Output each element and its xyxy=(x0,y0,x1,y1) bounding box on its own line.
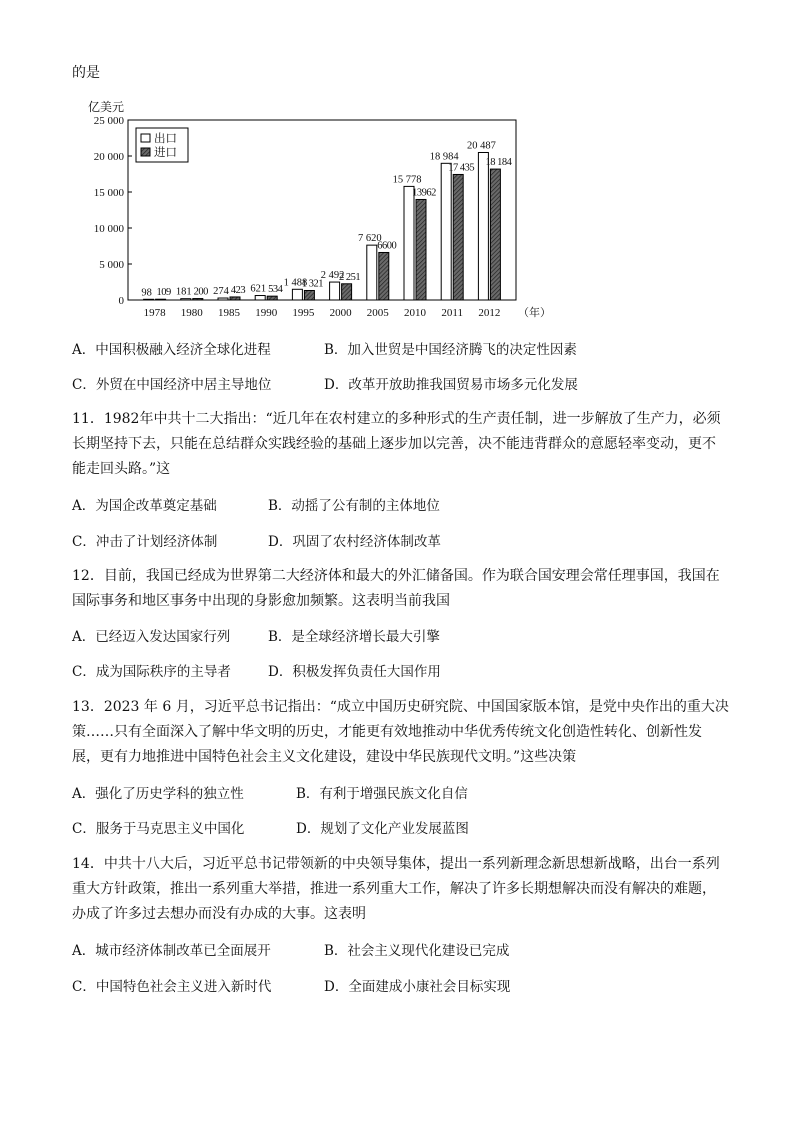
y-tick-label: 5 000 xyxy=(99,259,124,271)
legend-export-swatch xyxy=(141,134,150,142)
y-tick-label: 25 000 xyxy=(93,115,124,127)
import-value-label: 534 xyxy=(268,284,283,296)
question-stem-tail: 的是 xyxy=(72,65,100,81)
x-tick-label: 2000 xyxy=(329,307,352,319)
q10-option-b[interactable]: B．加入世贸是中国经济腾飞的决定性因素 xyxy=(324,342,577,358)
q14-option-d[interactable]: D．全面建成小康社会目标实现 xyxy=(324,979,511,995)
import-bar xyxy=(193,299,203,300)
export-bar xyxy=(218,298,228,300)
import-value-label: 18 184 xyxy=(485,157,512,169)
export-value-label: 274 xyxy=(213,286,229,298)
x-tick-label: 1995 xyxy=(292,307,315,319)
q13-option-c[interactable]: C．服务于马克思主义中国化 xyxy=(72,821,245,837)
export-bar xyxy=(292,289,302,300)
q12-option-d[interactable]: D．积极发挥负责任大国作用 xyxy=(268,664,441,680)
export-bar xyxy=(478,152,488,300)
q13-option-b[interactable]: B．有利于增强民族文化自信 xyxy=(296,786,468,802)
export-value-label: 20 487 xyxy=(466,140,496,152)
q13-stem-line3: 展，更有力地推进中国特色社会主义文化建设，建设中华民族现代文明。”这些决策 xyxy=(72,749,577,765)
export-value-label: 1 488 xyxy=(283,277,308,289)
x-tick-label: 2005 xyxy=(366,307,389,319)
import-bar xyxy=(490,169,500,300)
q14-stem-line2: 重大方针政策，推出一系列重大举措，推进一系列重大工作，解决了许多长期想解决而没有解决的难题， xyxy=(72,881,716,897)
x-tick-label: 2010 xyxy=(404,307,426,319)
x-tick-label: 1985 xyxy=(218,307,240,319)
q11-stem-line3: 能走回头路。”这 xyxy=(72,461,171,477)
x-axis-label: （年） xyxy=(518,307,551,319)
chart-svg xyxy=(84,98,551,330)
export-value-label: 98 xyxy=(141,287,152,299)
export-bar xyxy=(404,186,414,300)
import-value-label: 2 251 xyxy=(339,271,361,283)
q10-option-c[interactable]: C．外贸在中国经济中居主导地位 xyxy=(72,377,272,393)
import-value-label: 17 435 xyxy=(448,162,475,174)
import-value-label: 109 xyxy=(156,287,171,299)
q12-option-c[interactable]: C．成为国际秩序的主导者 xyxy=(72,664,231,680)
q14-option-a[interactable]: A．城市经济体制改革已全面展开 xyxy=(72,943,271,959)
y-tick-label: 0 xyxy=(118,295,124,307)
q12-option-a[interactable]: A．已经迈入发达国家行列 xyxy=(72,629,231,645)
q12-stem-line1: 12．目前，我国已经成为世界第二大经济体和最大的外汇储备国。作为联合国安理会常任理事国，我国在 xyxy=(72,568,720,584)
import-bar xyxy=(416,199,426,300)
q11-option-c[interactable]: C．冲击了计划经济体制 xyxy=(72,534,218,550)
import-value-label: 1 321 xyxy=(301,278,323,290)
import-bar xyxy=(267,296,277,300)
q14-stem-line1: 14．中共十八大后，习近平总书记带领新的中央领导集体，提出一系列新理念新思想新战略，出台一系列 xyxy=(72,856,720,872)
q13-option-d[interactable]: D．规划了文化产业发展蓝图 xyxy=(296,821,469,837)
export-value-label: 18 984 xyxy=(429,151,459,163)
q12-stem-line2: 国际事务和地区事务中出现的身影愈加频繁。这表明当前我国 xyxy=(72,593,450,609)
q10-option-d[interactable]: D．改革开放助推我国贸易市场多元化发展 xyxy=(324,377,578,393)
import-bar xyxy=(156,299,166,300)
y-tick-label: 10 000 xyxy=(93,223,124,235)
x-tick-label: 1978 xyxy=(143,307,166,319)
x-tick-label: 1980 xyxy=(180,307,203,319)
q11-option-b[interactable]: B．动摇了公有制的主体地位 xyxy=(268,498,440,514)
q14-option-c[interactable]: C．中国特色社会主义进入新时代 xyxy=(72,979,272,995)
q13-stem-line1: 13．2023 年 6 月，习近平总书记指出：“成立中国历史研究院、中国国家版本馆，是党中央作出的重大决 xyxy=(72,699,729,715)
export-value-label: 15 778 xyxy=(392,174,422,186)
import-value-label: 423 xyxy=(230,284,246,296)
q12-option-b[interactable]: B．是全球经济增长最大引擎 xyxy=(268,629,440,645)
q11-option-d[interactable]: D．巩固了农村经济体制改革 xyxy=(268,534,441,550)
import-value-label: 6600 xyxy=(377,240,397,252)
y-tick-label: 15 000 xyxy=(93,187,124,199)
export-value-label: 2 492 xyxy=(320,270,345,282)
x-tick-label: 2011 xyxy=(441,307,463,319)
x-tick-label: 2012 xyxy=(478,307,501,319)
y-axis-label: 亿美元 xyxy=(88,100,125,114)
import-value-label: 200 xyxy=(193,286,208,298)
q11-option-a[interactable]: A．为国企改革奠定基础 xyxy=(72,498,217,514)
import-bar xyxy=(453,174,463,300)
legend-export-label: 出口 xyxy=(154,133,177,145)
q11-stem-line2: 长期坚持下去，只能在总结群众实践经验的基础上逐步加以完善，决不能违背群众的意愿轻率变动，更不 xyxy=(72,436,716,452)
legend-import-swatch xyxy=(141,148,150,156)
q13-stem-line2: 策……只有全面深入了解中华文明的历史，才能更有效地推动中华优秀传统文化创造性转化、创新性发 xyxy=(72,724,702,740)
x-tick-label: 1990 xyxy=(255,307,278,319)
export-bar xyxy=(330,282,340,300)
export-value-label: 181 xyxy=(175,286,192,298)
export-bar xyxy=(367,245,377,300)
q14-stem-line3: 办成了许多过去想办而没有办成的大事。这表明 xyxy=(72,906,366,922)
export-value-label: 621 xyxy=(250,283,267,295)
export-bar xyxy=(181,299,191,300)
import-bar xyxy=(230,297,240,300)
trade-bar-chart xyxy=(84,98,551,330)
import-bar xyxy=(342,284,352,300)
export-bar xyxy=(441,163,451,300)
q14-option-b[interactable]: B．社会主义现代化建设已完成 xyxy=(324,943,510,959)
import-bar xyxy=(379,252,389,300)
import-value-label: 13962 xyxy=(412,187,436,199)
q11-stem-line1: 11．1982年中共十二大指出：“近几年在农村建立的多种形式的生产责任制，进一步解放了生产力，必须 xyxy=(72,411,721,427)
q10-option-a[interactable]: A．中国积极融入经济全球化进程 xyxy=(72,342,271,358)
import-bar xyxy=(304,290,314,300)
q13-option-a[interactable]: A．强化了历史学科的独立性 xyxy=(72,786,244,802)
export-value-label: 7 620 xyxy=(357,233,382,245)
legend-import-label: 进口 xyxy=(154,147,177,159)
export-bar xyxy=(144,299,154,300)
export-bar xyxy=(255,296,265,300)
y-tick-label: 20 000 xyxy=(93,151,124,163)
